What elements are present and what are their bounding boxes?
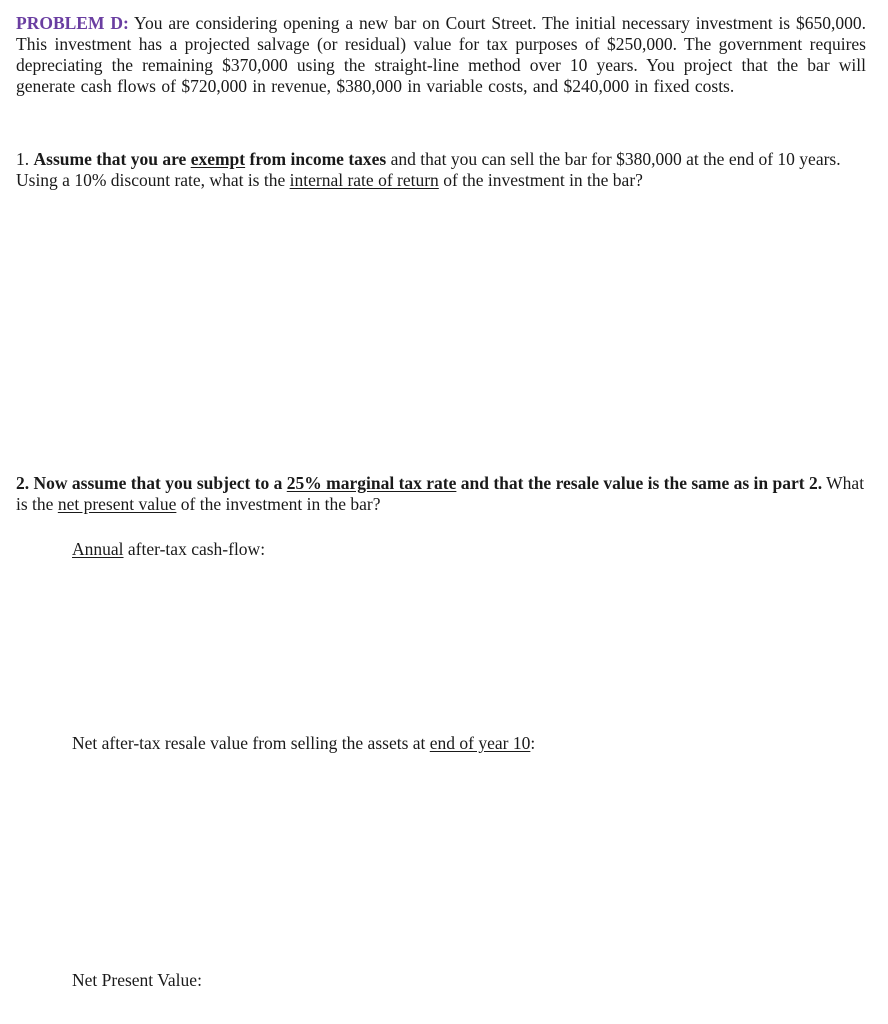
question-2-text-b: of the investment in the bar?: [176, 494, 381, 514]
problem-label: PROBLEM D:: [16, 13, 129, 33]
question-2-tax-rate: 25% marginal tax rate: [286, 473, 457, 493]
problem-statement: [16, 13, 866, 97]
resale-end-of-year: end of year 10: [429, 733, 531, 753]
question-1-bold-b: from income taxes: [245, 149, 387, 169]
question-1: [16, 149, 866, 191]
question-2-text-a: What is the: [16, 473, 865, 514]
question-1-irr: internal rate of return: [289, 170, 439, 190]
question-1-exempt: exempt: [190, 149, 246, 169]
resale-colon: :: [530, 733, 536, 753]
npv-text: Net Present Value:: [72, 970, 202, 990]
question-2: [16, 473, 866, 515]
resale-text: Net after-tax resale value from selling the assets at: [72, 733, 430, 753]
annual-underlined: Annual: [72, 539, 124, 559]
annual-text: after-tax cash-flow:: [123, 539, 266, 559]
question-2-npv: net present value: [57, 494, 177, 514]
net-present-value-label: [72, 970, 202, 991]
question-2-bold-a: 2. Now assume that you subject to a: [16, 473, 287, 493]
resale-value-label: [72, 733, 535, 754]
question-1-text-a: and that you can sell the bar for $380,000 at the end of 10 years. Using a 10% discount rate, what is the: [16, 149, 841, 190]
question-1-bold-a: Assume that you are: [33, 149, 191, 169]
annual-cash-flow-label: [72, 539, 265, 560]
question-2-bold-b: and that the resale value is the same as in part 2.: [456, 473, 823, 493]
problem-text: You are considering opening a new bar on Court Street. The initial necessary investment is $650,000. This investment has a projected salvage (or residual) value for tax purposes of $250,000. The government requires depreciating the remaining $370,000 using the straight-line method over 10 years. You project that the bar will generate cash flows of $720,000 in revenue, $380,000 in variable costs, and $240,000 in fixed costs.: [16, 13, 866, 96]
question-1-text-b: of the investment in the bar?: [438, 170, 643, 190]
question-1-number: 1.: [16, 149, 34, 169]
